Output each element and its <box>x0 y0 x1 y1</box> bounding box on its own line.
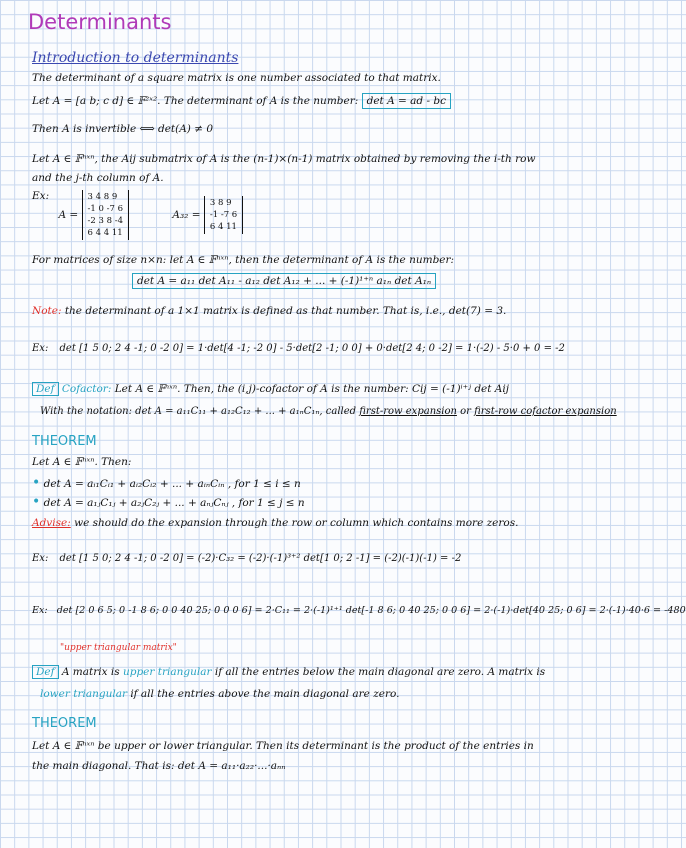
cofactor-notation-line <box>40 406 617 417</box>
example-column-formula: det [1 5 0; 2 4 -1; 0 -2 0] = (-2)·C₃₂ = (-2)·(-1)³⁺² det[1 0; 2 -1] = (-2)(-1)(-1) = -2 <box>59 553 462 564</box>
intro-line-1: The determinant of a square matrix is one number associated to that matrix. <box>32 72 441 84</box>
matrix-A32-row: 3 8 9 <box>209 198 232 208</box>
example-label: Ex: <box>32 343 49 354</box>
upper-triangular-annotation: "upper triangular matrix" <box>60 643 177 653</box>
matrix-A32-label: A₃₂ = <box>172 209 201 221</box>
def-tag: Def <box>32 382 59 396</box>
row-expansion-formula: det A = aᵢ₁Cᵢ₁ + aᵢ₂Cᵢ₂ + ... + aᵢₙCᵢₙ , for 1 ≤ i ≤ n <box>43 478 301 490</box>
intro-line-2-text: Let A = [a b; c d] ∈ 𝔽²ˣ². The determinant of A is the number: <box>32 95 359 107</box>
matrix-A32 <box>204 196 243 234</box>
matrix-A32-row: 6 4 11 <box>209 222 237 232</box>
advise-text: we should do the expansion through the row or column which contains more zeros. <box>74 517 519 529</box>
theorem-triangular-line-1: Let A ∈ 𝔽ⁿˣⁿ be upper or lower triangular. Then its determinant is the product of the entries in <box>32 740 534 752</box>
intro-line-3: Then A is invertible ⟺ det(A) ≠ 0 <box>32 123 214 135</box>
example-label: Ex: <box>32 605 48 616</box>
cofactor-or: or <box>460 406 471 417</box>
bullet-icon: • <box>32 494 41 510</box>
matrix-A-row: 6 4 4 11 <box>87 228 123 238</box>
note-line <box>32 305 506 317</box>
intro-line-2 <box>32 95 451 107</box>
theorem-intro: Let A ∈ 𝔽ⁿˣⁿ. Then: <box>32 456 132 468</box>
example-label: Ex: <box>32 553 49 564</box>
example-3x3-formula: det [1 5 0; 2 4 -1; 0 -2 0] = 1·det[4 -1; -2 0] - 5·det[2 -1; 0 0] + 0·det[2 4; 0 -2] = 1·(-2) - 5·0 + 0 = -2 <box>59 343 565 354</box>
note-label: Note: <box>32 305 62 317</box>
example-3x3-expansion <box>32 343 565 354</box>
theorem-heading-triangular: THEOREM <box>32 716 97 731</box>
triangular-text-c: if all the entries above the main diagonal are zero. <box>130 688 400 700</box>
theorem-triangular-line-2: the main diagonal. That is: det A = a₁₁·a₂₂·...·aₙₙ <box>32 760 286 772</box>
column-expansion-formula: det A = a₁ⱼC₁ⱼ + a₂ⱼC₂ⱼ + ... + aₙⱼCₙⱼ , for 1 ≤ j ≤ n <box>43 497 305 509</box>
lower-triangular-term: lower triangular <box>40 688 127 700</box>
det-nxn-formula-box: det A = a₁₁ det A₁₁ - a₁₂ det A₁₂ + ... + (-1)¹⁺ⁿ a₁ₙ det A₁ₙ <box>132 273 436 289</box>
theorem-bullet-row <box>32 475 301 491</box>
theorem-heading-expansion: THEOREM <box>32 434 97 449</box>
first-row-expansion-term: first-row expansion <box>359 406 457 417</box>
matrix-A-row: -2 3 8 -4 <box>87 216 124 226</box>
first-row-cofactor-expansion-term: first-row cofactor expansion <box>474 406 617 417</box>
intro-line-4b: and the j-th column of A. <box>32 172 164 184</box>
matrix-A-row: 3 4 8 9 <box>87 192 118 202</box>
triangular-definition-line-1 <box>32 666 545 678</box>
upper-triangular-term: upper triangular <box>122 666 212 678</box>
advise-label: Advise: <box>32 517 71 529</box>
det-2x2-formula-box: det A = ad - bc <box>362 93 451 109</box>
matrix-A32-row: -1 -7 6 <box>209 210 238 220</box>
def-tag: Def <box>32 665 59 679</box>
advise-line <box>32 517 518 529</box>
nxn-definition-line: For matrices of size n×n: let A ∈ 𝔽ⁿˣⁿ, then the determinant of A is the number: <box>32 254 455 266</box>
matrix-A-label: A = <box>58 209 79 221</box>
cofactor-text: Let A ∈ 𝔽ⁿˣⁿ. Then, the (i,j)-cofactor of A is the number: Cij = (-1)ⁱ⁺ʲ det Aij <box>114 383 510 395</box>
intro-line-4a: Let A ∈ 𝔽ⁿˣⁿ, the Aij submatrix of A is the (n-1)×(n-1) matrix obtained by removing the i-th row <box>32 153 536 165</box>
bullet-icon: • <box>32 475 41 491</box>
triangular-text-b: if all the entries below the main diagonal are zero. A matrix is <box>214 666 546 678</box>
cofactor-notation-text: With the notation: det A = a₁₁C₁₁ + a₁₂C₁₂ + ... + a₁ₙC₁ₙ, called <box>40 406 357 417</box>
page-title: Determinants <box>28 10 172 34</box>
triangular-text-a: A matrix is <box>61 666 120 678</box>
theorem-bullet-column <box>32 494 305 510</box>
example-submatrix <box>32 190 243 240</box>
example-column-expansion <box>32 553 461 564</box>
note-text: the determinant of a 1×1 matrix is defined as that number. That is, i.e., det(7) = 3. <box>64 305 507 317</box>
section-heading-introduction: Introduction to determinants <box>32 50 239 66</box>
example-label: Ex: <box>32 190 50 202</box>
example-triangular-expansion <box>32 605 686 616</box>
triangular-definition-line-2 <box>40 688 399 700</box>
cofactor-definition <box>32 383 509 395</box>
cofactor-term: Cofactor: <box>61 383 112 395</box>
matrix-A-row: -1 0 -7 6 <box>87 204 124 214</box>
example-triangular-formula: det [2 0 6 5; 0 -1 8 6; 0 0 40 25; 0 0 0 6] = 2·C₁₁ = 2·(-1)¹⁺¹ det[-1 8 6; 0 40 25; 0 0 6] = 2·(-1)·det[40 25; 0 6] = 2·(-1)·40·6 = -480 <box>56 605 686 616</box>
matrix-A <box>82 190 129 240</box>
